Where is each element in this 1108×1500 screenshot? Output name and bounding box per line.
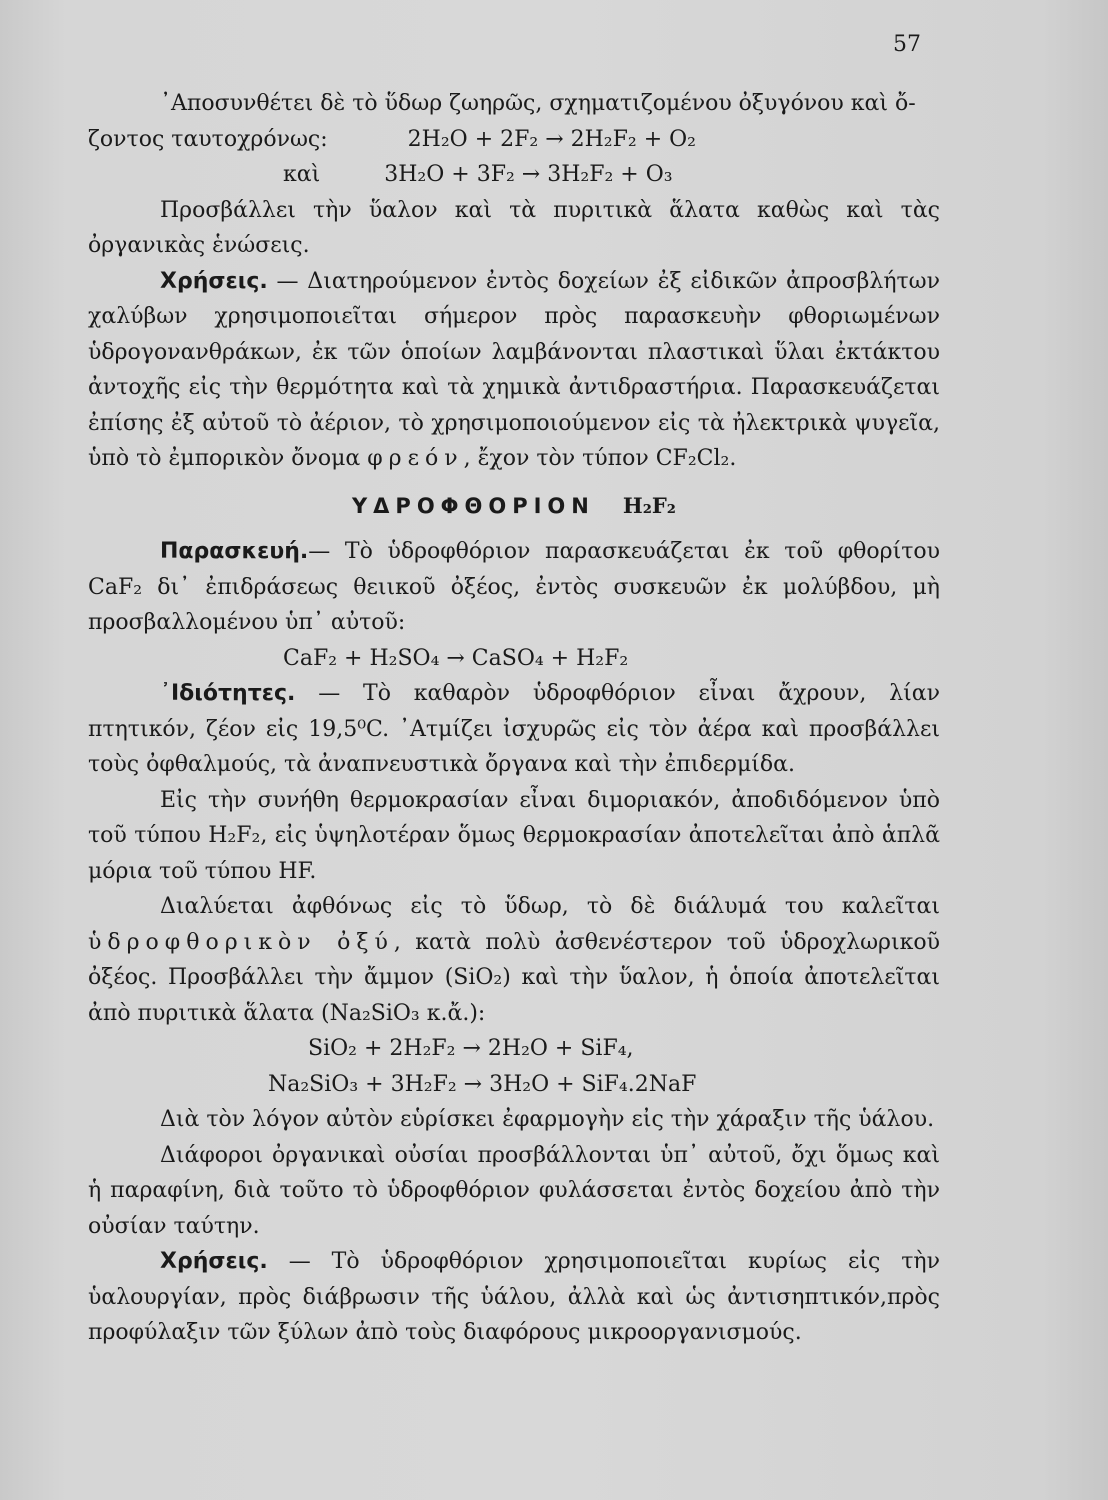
- equation-ozone-line: [88, 157, 940, 193]
- properties-label: ᾿Ιδιότητες.: [160, 681, 296, 706]
- uses-label: Χρήσεις.: [160, 268, 268, 294]
- heading-title: ΥΔΡΟΦΘΟΡΙΟΝ: [351, 493, 595, 518]
- paragraph-properties: [88, 676, 940, 783]
- text-line: ζοντος ταυτοχρόνως:: [88, 126, 328, 152]
- dissolve-text-end: , κατὰ πολὺ ἀσθενέστερον τοῦ ὑδροχλωρικοῦ ὀξέος. Προσβάλλει τὴν ἄμμον (SiO₂) καὶ τὴν ὕαλον, ἡ ὁποία ἀποτελεῖται ἀπὸ πυριτικὰ ἅλατα (Na₂SiO₃ κ.ἄ.):: [88, 929, 940, 1026]
- acid-name: ὑδροφθορικὸν ὀξύ: [88, 929, 394, 955]
- page-body: [88, 86, 940, 1351]
- equation-silicate: Na₂SiO₃ + 3H₂F₂ → 3H₂O + SiF₄.2NaF: [268, 1071, 697, 1097]
- uses-label-2: Χρήσεις.: [160, 1249, 268, 1274]
- paragraph-organic: Διάφοροι ὀργανικαὶ οὐσίαι προσβάλλονται ὑπ᾿ αὐτοῦ, ὄχι ὅμως καὶ ἡ παραφίνη, διὰ τοῦτο τὸ ὑδροφθόριον φυλάσσεται ἐντὸς δοχείου ἀπὸ τὴν οὐσίαν ταύτην.: [88, 1142, 940, 1239]
- paragraph-attacks-glass: Προσβάλλει τὴν ὕαλον καὶ τὰ πυριτικὰ ἅλατα καθὼς καὶ τὰς ὀργανικὰς ἑνώσεις.: [88, 197, 940, 258]
- equation-silica: SiO₂ + 2H₂F₂ → 2H₂O + SiF₄,: [308, 1036, 634, 1061]
- preparation-label: Παρασκευή.: [160, 539, 309, 564]
- text-line: ᾿Αποσυνθέτει δὲ τὸ ὕδωρ ζωηρῶς, σχηματιζομένου ὀξυγόνου καὶ ὄ-: [160, 91, 916, 116]
- equation-water-fluorine: 2H₂O + 2F₂ → 2H₂F₂ + O₂: [407, 126, 696, 152]
- freon-term: φρεόν: [367, 446, 464, 471]
- paragraph-decomposition: [88, 86, 940, 157]
- paragraph-uses-fluorine: [88, 264, 940, 477]
- heading-formula: H₂F₂: [622, 492, 677, 518]
- paragraph-etching: Διὰ τὸν λόγον αὐτὸν εὑρίσκει ἐφαρμογὴν εἰς τὴν χάραξιν τῆς ὑάλου.: [160, 1107, 935, 1132]
- dissolve-text: Διαλύεται ἀφθόνως εἰς τὸ ὕδωρ, τὸ δὲ διάλυμά του καλεῖται: [160, 894, 940, 919]
- paragraph-uses-hf: [88, 1244, 940, 1351]
- equation-fluorite: CaF₂ + H₂SO₄ → CaSO₄ + H₂F₂: [283, 645, 629, 671]
- preparation-text: — Τὸ ὑδροφθόριον παρασκευάζεται ἐκ τοῦ φθορίτου CaF₂ δι᾿ ἐπιδράσεως θειικοῦ ὀξέος, ἐντὸς συσκευῶν ἐκ μολύβδου, μὴ προσβαλλομένου ὑπ᾿ αὐτοῦ:: [88, 539, 940, 635]
- paragraph-preparation: [88, 534, 940, 641]
- uses-text: — Διατηρούμενον ἐντὸς δοχείων ἐξ εἰδικῶν ἀπροσβλήτων χαλύβων χρησιμοποιεῖται σήμερον πρὸς παρασκευὴν φθοριωμένων ὑδρογονανθράκων, ἐκ τῶν ὁποίων λαμβάνονται πλαστικαὶ ὕλαι ἐκτάκτου ἀντοχῆς εἰς τὴν θερμότητα καὶ τὰ χημικὰ ἀντιδραστήρια. Παρασκευάζεται ἐπίσης ἐξ αὐτοῦ τὸ ἀέριον, τὸ χρησιμοποιούμενον εἰς τὰ ἠλεκτρικὰ ψυγεῖα, ὑπὸ τὸ ἐμπορικὸν ὄνομα: [88, 268, 940, 471]
- section-heading: [88, 488, 940, 525]
- paragraph-dimer: Εἰς τὴν συνήθη θερμοκρασίαν εἶναι διμοριακόν, ἀποδιδόμενον ὑπὸ τοῦ τύπου H₂F₂, εἰς ὑψηλοτέραν ὅμως θερμοκρασίαν ἀποτελεῖται ἀπὸ ἁπλᾶ μόρια τοῦ τύπου HF.: [88, 787, 940, 884]
- paragraph-dissolves: [88, 889, 940, 1031]
- page-number: 57: [893, 32, 921, 57]
- properties-text: — Τὸ καθαρὸν ὑδροφθόριον εἶναι ἄχρουν, λίαν πτητικόν, ζέον εἰς 19,5⁰C. ᾿Ατμίζει ἰσχυρῶς εἰς τὸν ἀέρα καὶ προσβάλλει τοὺς ὀφθαλμούς, τὰ ἀναπνευστικὰ ὄργανα καὶ τὴν ἐπιδερμίδα.: [88, 681, 940, 777]
- uses-text-2: — Τὸ ὑδροφθόριον χρησιμοποιεῖται κυρίως εἰς τὴν ὑαλουργίαν, πρὸς διάβρωσιν τῆς ὑάλου, ἀλλὰ καὶ ὡς ἀντισηπτικόν,πρὸς προφύλαξιν τῶν ξύλων ἀπὸ τοὺς διαφόρους μικροοργανισμούς.: [88, 1249, 940, 1345]
- uses-end: , ἔχον τὸν τύπον CF₂Cl₂.: [463, 446, 737, 471]
- equation-ozone: 3H₂O + 3F₂ → 3H₂F₂ + O₃: [384, 162, 673, 187]
- conjunction: καὶ: [283, 162, 321, 187]
